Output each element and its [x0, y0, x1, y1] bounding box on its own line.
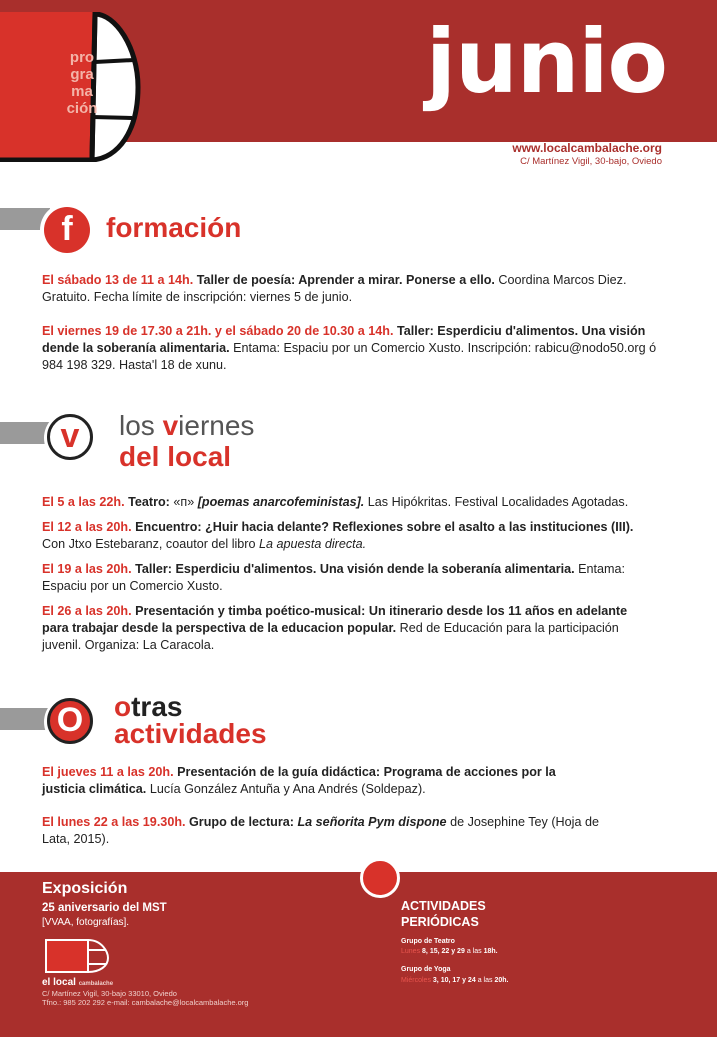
- event-when: El 12 a las 20h.: [42, 520, 132, 534]
- month-title: junio: [425, 10, 667, 113]
- event-item: [42, 814, 602, 848]
- event-when: El 26 a las 20h.: [42, 604, 132, 618]
- event-when: El viernes 19 de 17.30 a 21h. y el sábado 20 de 10.30 a 14h.: [42, 324, 394, 338]
- exposicion-subtitle: 25 aniversario del MST: [42, 902, 167, 914]
- event-when: El lunes 22 a las 19.30h.: [42, 815, 186, 829]
- event-what: Taller: Esperdiciu d'alimentos. Una visión dende la soberanía alimentaria.: [135, 562, 575, 576]
- group-time: 20h.: [494, 977, 509, 984]
- group-dates: 8, 15, 22 y 29: [422, 948, 465, 955]
- event-what: Taller de poesía: Aprender a mirar. Ponerse a ello.: [196, 273, 495, 287]
- otras-badge: [44, 695, 98, 749]
- event-details: de Josephine Tey (Hoja de Lata, 2015).: [42, 815, 599, 846]
- local-name: [42, 977, 113, 988]
- formacion-title: formación: [106, 212, 242, 243]
- formacion-icon: f: [44, 207, 90, 253]
- event-when: El jueves 11 a las 20h.: [42, 765, 174, 779]
- viernes-badge: [44, 411, 98, 465]
- title-part-accent: o: [114, 691, 132, 722]
- event-when: El 19 a las 20h.: [42, 562, 132, 576]
- website-link[interactable]: www.localcambalache.org: [512, 141, 662, 155]
- formacion-badge: [40, 203, 94, 257]
- otras-icon: O: [47, 698, 93, 744]
- title-part: iernes: [178, 410, 255, 441]
- exposicion-title: Exposición: [42, 880, 128, 897]
- exposicion-credit: [VVAA, fotografías].: [42, 917, 130, 928]
- viernes-icon: v: [47, 414, 93, 460]
- local-name-main: el local: [42, 977, 76, 988]
- prog-line: pro: [69, 49, 95, 66]
- event-details: Lucía González Antuña y Ana Andrés (Soldepaz).: [149, 782, 426, 796]
- group-title: Grupo de Teatro: [401, 938, 455, 945]
- event-item: [42, 519, 657, 553]
- group-day: Lunes: [401, 948, 421, 955]
- event-what: Grupo de lectura:: [189, 815, 294, 829]
- event-details: Entama: Espaciu por un Comercio Xusto. Inscripción: rabicu@nodo50.org ó 984 198 329. Hasta'l 18 de xunu.: [42, 341, 657, 372]
- event-details: Entama: Espaciu por un Comercio Xusto.: [42, 562, 626, 593]
- event-book-italic: La señorita Pym dispone: [297, 815, 447, 829]
- event-when: El 5 a las 22h.: [42, 495, 125, 509]
- group-schedule: [401, 948, 498, 955]
- local-address: C/ Martínez Vigil, 30-bajo 33010, Oviedo: [42, 989, 177, 998]
- group-dates: 3, 10, 17 y 24: [432, 977, 476, 984]
- event-what: Encuentro: ¿Huir hacia delante? Reflexiones sobre el asalto a las instituciones (III).: [135, 520, 634, 534]
- event-details: Red de Educación para la participación juvenil. Organiza: La Caracola.: [42, 621, 619, 652]
- local-logo-icon: [44, 938, 110, 974]
- event-what: Presentación y timba poético-musical: Un itinerario desde los 11 años en adelante para trabajar desde la perspectiva de la educacion popular.: [42, 604, 628, 635]
- periodic-title-line: PERIÓDICAS: [401, 915, 479, 929]
- group-mid: a las: [466, 948, 482, 955]
- event-what: Taller: Esperdiciu d'alimentos. Una visión dende la soberanía alimentaria.: [42, 324, 646, 355]
- section-bar: [0, 708, 50, 730]
- periodic-title-line: ACTIVIDADES: [401, 899, 486, 913]
- event-details: Con Jtxo Estebaranz, coautor del libro: [42, 537, 256, 551]
- event-item: [42, 494, 657, 511]
- event-item: [42, 272, 657, 306]
- viernes-title-line2: del local: [119, 441, 232, 472]
- prog-line: ción: [66, 100, 98, 117]
- event-item: [42, 603, 657, 654]
- programacion-label: [52, 49, 112, 117]
- group-time: 18h.: [483, 948, 498, 955]
- event-quote: «п»: [173, 495, 195, 509]
- prog-line: ma: [71, 83, 93, 100]
- event-details: Coordina Marcos Diez. Gratuito. Fecha límite de inscripción: viernes 5 de junio.: [42, 273, 627, 304]
- event-book-italic: La apuesta directa.: [259, 537, 367, 551]
- group-schedule: [401, 977, 508, 984]
- event-item: [42, 561, 657, 595]
- event-what: Teatro:: [128, 495, 170, 509]
- event-what: Presentación de la guía didáctica: Programa de acciones por la justicia climática.: [42, 765, 556, 796]
- viernes-title-line1: [119, 411, 254, 441]
- local-name-small: cambalache: [78, 981, 114, 987]
- event-item: [42, 764, 602, 798]
- title-part-accent: v: [162, 410, 179, 441]
- group-day: Miércoles: [401, 977, 431, 984]
- otras-title-line2: actividades: [114, 718, 267, 749]
- local-contact: Tfno.: 985 202 292 e-mail: cambalache@localcambalache.org: [42, 998, 249, 1007]
- event-details: Las Hipókritas. Festival Localidades Agotadas.: [367, 495, 629, 509]
- section-bar: [0, 422, 50, 444]
- footer-dot: [360, 858, 400, 898]
- prog-line: gra: [70, 66, 94, 83]
- event-item: [42, 323, 657, 374]
- periodic-title: [401, 898, 561, 930]
- header-address: C/ Martínez Vigil, 30-bajo, Oviedo: [520, 156, 662, 167]
- group-mid: a las: [477, 977, 493, 984]
- group-title: Grupo de Yoga: [401, 966, 451, 973]
- event-when: El sábado 13 de 11 a 14h.: [42, 273, 194, 287]
- event-title-italic: [poemas anarcofeministas].: [197, 495, 365, 509]
- title-part: tras: [131, 691, 183, 722]
- title-part: los: [119, 410, 163, 441]
